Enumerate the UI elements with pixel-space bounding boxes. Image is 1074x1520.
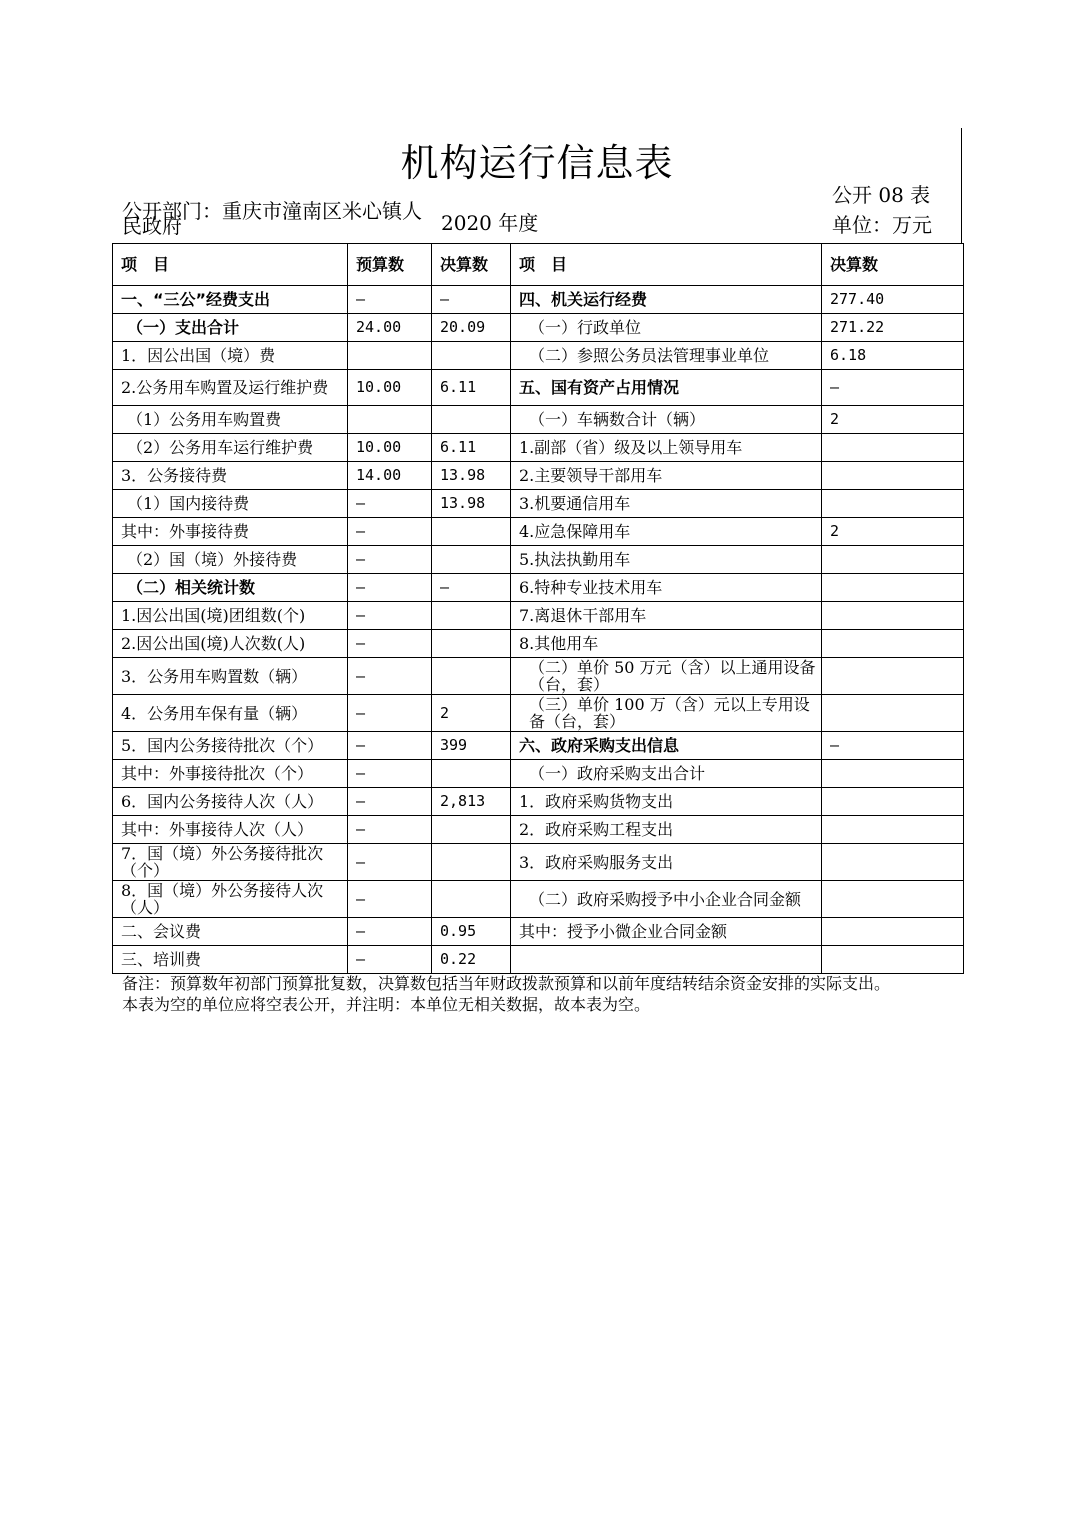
row-final-right: 6.18 [822, 342, 964, 370]
note-empty-table: 本表为空的单位应将空表公开，并注明：本单位无相关数据，故本表为空。 [122, 995, 651, 1014]
row-item-right: （一）车辆数合计（辆） [511, 406, 822, 434]
row-item-left: （2）国（境）外接待费 [113, 546, 348, 574]
table-row [113, 490, 964, 518]
row-final-right [822, 881, 964, 918]
row-final-right [822, 574, 964, 602]
row-budget: 10.00 [348, 434, 432, 462]
row-budget: — [348, 546, 432, 574]
table-row [113, 760, 964, 788]
department-label: 公开部门：重庆市潼南区米心镇人民政府 [122, 199, 422, 238]
row-item-left: （一）支出合计 [113, 314, 348, 342]
row-item-left: 8．国（境）外公务接待人次（人） [113, 881, 348, 918]
row-final-left [432, 760, 511, 788]
row-item-left: 其中：外事接待费 [113, 518, 348, 546]
table-row [113, 816, 964, 844]
table-row [113, 602, 964, 630]
row-final-right: 2 [822, 518, 964, 546]
row-item-right: 1.副部（省）级及以上领导用车 [511, 434, 822, 462]
row-budget: — [348, 630, 432, 658]
row-final-left [432, 342, 511, 370]
table-row [113, 406, 964, 434]
unit-label: 单位：万元 [832, 213, 932, 237]
row-budget: — [348, 788, 432, 816]
table-row [113, 342, 964, 370]
row-item-right: 3.机要通信用车 [511, 490, 822, 518]
table-row [113, 946, 964, 974]
row-budget: — [348, 918, 432, 946]
row-item-right: （二）单价 50 万元（含）以上通用设备（台，套） [511, 658, 822, 695]
row-final-left: — [432, 286, 511, 314]
row-budget [348, 342, 432, 370]
table-row [113, 370, 964, 406]
table-row [113, 434, 964, 462]
table-header-row [113, 244, 964, 286]
row-item-left: 4．公务用车保有量（辆） [113, 695, 348, 732]
row-budget [348, 406, 432, 434]
row-budget: — [348, 518, 432, 546]
row-final-right [822, 918, 964, 946]
row-item-left: 1．因公出国（境）费 [113, 342, 348, 370]
row-final-right [822, 658, 964, 695]
row-final-left: 6.11 [432, 370, 511, 406]
row-budget: — [348, 658, 432, 695]
row-final-right [822, 630, 964, 658]
row-item-left: 6．国内公务接待人次（人） [113, 788, 348, 816]
row-final-right: 2 [822, 406, 964, 434]
row-final-right [822, 760, 964, 788]
row-final-right [822, 816, 964, 844]
table-row [113, 314, 964, 342]
row-item-right: （一）行政单位 [511, 314, 822, 342]
row-final-left [432, 658, 511, 695]
page-title: 机构运行信息表 [400, 141, 674, 185]
row-item-left: 1.因公出国(境)团组数(个) [113, 602, 348, 630]
row-item-right: 其中：授予小微企业合同金额 [511, 918, 822, 946]
notes [122, 975, 957, 1017]
row-item-right: 2．政府采购工程支出 [511, 816, 822, 844]
row-item-right [511, 946, 822, 974]
row-final-left: 2,813 [432, 788, 511, 816]
row-item-right: 1．政府采购货物支出 [511, 788, 822, 816]
table-row [113, 788, 964, 816]
header-budget: 预算数 [348, 244, 432, 286]
table-row [113, 630, 964, 658]
table-row [113, 844, 964, 881]
row-budget: 14.00 [348, 462, 432, 490]
row-final-right [822, 490, 964, 518]
note-remark: 备注：预算数年初部门预算批复数，决算数包括当年财政拨款预算和以前年度结转结余资金安排的实际支出。 [122, 974, 891, 993]
row-final-left [432, 546, 511, 574]
row-final-left: 13.98 [432, 462, 511, 490]
row-item-left: 3．公务用车购置数（辆） [113, 658, 348, 695]
row-final-left [432, 816, 511, 844]
row-budget: — [348, 816, 432, 844]
row-final-right [822, 434, 964, 462]
row-final-left [432, 881, 511, 918]
row-final-right [822, 844, 964, 881]
row-item-left: （1）公务用车购置费 [113, 406, 348, 434]
row-item-right: 四、机关运行经费 [511, 286, 822, 314]
row-final-left: 0.95 [432, 918, 511, 946]
row-final-left: 0.22 [432, 946, 511, 974]
table-row [113, 732, 964, 760]
row-item-left: 3．公务接待费 [113, 462, 348, 490]
row-item-left: 2.公务用车购置及运行维护费 [113, 370, 348, 406]
row-item-left: 一、“三公”经费支出 [113, 286, 348, 314]
row-item-right: 7.离退休干部用车 [511, 602, 822, 630]
row-final-left: 20.09 [432, 314, 511, 342]
header-final-left: 决算数 [432, 244, 511, 286]
row-item-right: 6.特种专业技术用车 [511, 574, 822, 602]
row-final-right [822, 462, 964, 490]
table-row [113, 574, 964, 602]
row-final-left [432, 630, 511, 658]
row-item-right: 8.其他用车 [511, 630, 822, 658]
row-item-right: 2.主要领导干部用车 [511, 462, 822, 490]
row-budget: 24.00 [348, 314, 432, 342]
row-budget: — [348, 695, 432, 732]
row-budget: — [348, 760, 432, 788]
row-budget: — [348, 844, 432, 881]
row-final-right: 277.40 [822, 286, 964, 314]
row-item-right: 4.应急保障用车 [511, 518, 822, 546]
row-item-left: 7．国（境）外公务接待批次（个） [113, 844, 348, 881]
row-final-right [822, 546, 964, 574]
row-item-left: （二）相关统计数 [113, 574, 348, 602]
row-final-left [432, 518, 511, 546]
row-final-left: 6.11 [432, 434, 511, 462]
row-budget: — [348, 602, 432, 630]
row-final-right [822, 788, 964, 816]
row-item-right: （二）政府采购授予中小企业合同金额 [511, 881, 822, 918]
row-item-left: （1）国内接待费 [113, 490, 348, 518]
row-item-left: 二、会议费 [113, 918, 348, 946]
row-item-left: 其中：外事接待人次（人） [113, 816, 348, 844]
row-item-right: 六、政府采购支出信息 [511, 732, 822, 760]
table-row [113, 462, 964, 490]
row-final-left [432, 844, 511, 881]
table-row [113, 695, 964, 732]
row-item-right: 5.执法执勤用车 [511, 546, 822, 574]
year-label: 2020 年度 [441, 211, 539, 235]
row-budget: — [348, 286, 432, 314]
row-item-left: （2）公务用车运行维护费 [113, 434, 348, 462]
row-item-left: 其中：外事接待批次（个） [113, 760, 348, 788]
row-final-left: 13.98 [432, 490, 511, 518]
operation-info-table [112, 243, 964, 974]
row-final-left [432, 602, 511, 630]
row-item-right: （二）参照公务员法管理事业单位 [511, 342, 822, 370]
row-final-right: 271.22 [822, 314, 964, 342]
row-budget: — [348, 881, 432, 918]
row-budget: — [348, 946, 432, 974]
row-final-right [822, 946, 964, 974]
table-row [113, 658, 964, 695]
row-final-right: — [822, 732, 964, 760]
row-item-left: 2.因公出国(境)人次数(人) [113, 630, 348, 658]
row-item-right: （一）政府采购支出合计 [511, 760, 822, 788]
row-final-right: — [822, 370, 964, 406]
table-code-label: 公开 08 表 [832, 183, 931, 207]
table-row [113, 286, 964, 314]
row-final-right [822, 602, 964, 630]
header-item-left: 项 目 [113, 244, 348, 286]
row-item-right: 3．政府采购服务支出 [511, 844, 822, 881]
row-budget: — [348, 574, 432, 602]
row-final-left [432, 406, 511, 434]
row-budget: 10.00 [348, 370, 432, 406]
row-budget: — [348, 490, 432, 518]
row-budget: — [348, 732, 432, 760]
table-row [113, 881, 964, 918]
header-final-right: 决算数 [822, 244, 964, 286]
row-final-right [822, 695, 964, 732]
header-item-right: 项 目 [511, 244, 822, 286]
table-row [113, 918, 964, 946]
row-final-left: 2 [432, 695, 511, 732]
table-row [113, 546, 964, 574]
table-row [113, 518, 964, 546]
row-final-left: 399 [432, 732, 511, 760]
row-item-right: （三）单价 100 万（含）元以上专用设备（台，套） [511, 695, 822, 732]
row-final-left: — [432, 574, 511, 602]
row-item-left: 三、培训费 [113, 946, 348, 974]
row-item-left: 5．国内公务接待批次（个） [113, 732, 348, 760]
row-item-right: 五、国有资产占用情况 [511, 370, 822, 406]
